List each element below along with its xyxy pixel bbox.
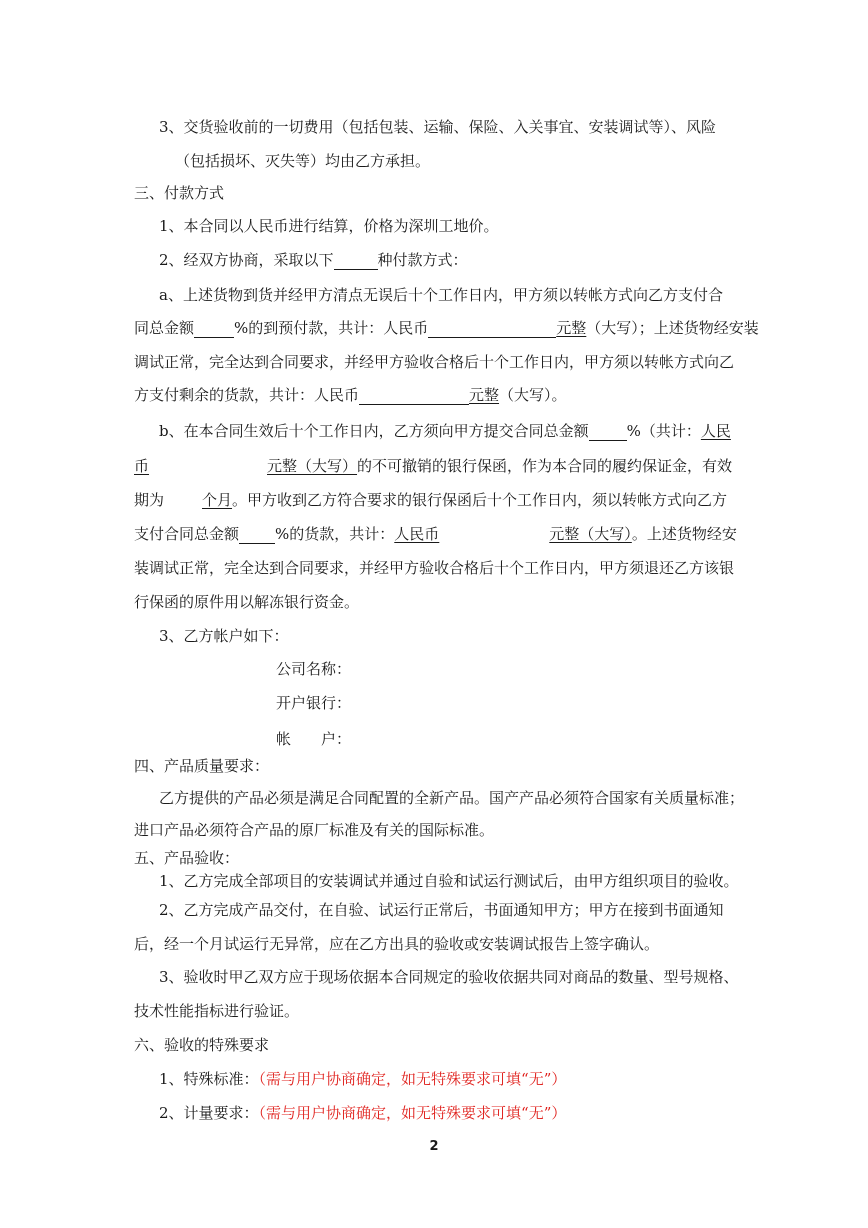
bank-label: 开户银行： bbox=[276, 694, 352, 712]
payment-item-1: 1、本合同以人民币进行结算，价格为深圳工地价。 bbox=[159, 217, 499, 235]
blank-amount bbox=[428, 319, 556, 338]
yuan-label: 元整 bbox=[556, 319, 587, 337]
account-label: 帐 户： bbox=[276, 730, 352, 748]
page-number: 2 bbox=[429, 1139, 439, 1154]
acceptance-item-3-line-2: 技术性能指标进行验证。 bbox=[134, 1002, 300, 1020]
clause-b-text: 。甲方收到乙方符合要求的银行保函后十个工作日内，须以转帐方式向乙方 bbox=[232, 491, 728, 509]
clause-a-line-3: 调试正常，完全达到合同要求，并经甲方验收合格后十个工作日内，甲方须以转帐方式向乙 bbox=[134, 353, 735, 371]
section-3-heading: 三、付款方式 bbox=[134, 184, 225, 202]
clause-b-line-4 bbox=[134, 524, 737, 544]
rmb-bi-text: 币 bbox=[134, 457, 150, 475]
payment-item-2-suffix: 种付款方式： bbox=[377, 251, 468, 269]
clause-a-line-2 bbox=[134, 318, 759, 338]
blank-count bbox=[334, 251, 378, 270]
clause-a-text: 方支付剩余的货款，共计：人民币 bbox=[134, 386, 360, 404]
clause-a-line-4 bbox=[134, 385, 567, 405]
blank-percent bbox=[194, 319, 234, 338]
clause-b-line-2 bbox=[134, 456, 732, 476]
metering-requirement-note: （需与用户协商确定，如无特殊要求可填“无”） bbox=[258, 1104, 567, 1122]
clause-b-line-3 bbox=[134, 490, 727, 510]
special-standard-label: 1、特殊标准： bbox=[159, 1070, 259, 1088]
clause-a-text: 同总金额 bbox=[134, 319, 195, 337]
acceptance-item-3-line-1: 3、验收时甲乙双方应于现场依据本合同规定的验收依据共同对商品的数量、型号规格、 bbox=[159, 968, 739, 986]
quality-line-1: 乙方提供的产品必须是满足合同配置的全新产品。国产产品必须符合国家有关质量标准； bbox=[159, 789, 745, 807]
blank-percent bbox=[589, 422, 627, 441]
rmb-text: 人民币 bbox=[394, 525, 440, 543]
clause-a-suffix: （大写）；上述货物经安装 bbox=[586, 319, 759, 337]
clause-b-line-1 bbox=[159, 421, 731, 441]
yuan-label: 元整 bbox=[469, 386, 500, 404]
months-text: 个月 bbox=[202, 491, 233, 509]
item-3-line-2: （包括损坏、灭失等）均由乙方承担。 bbox=[175, 152, 431, 170]
company-name-label: 公司名称： bbox=[276, 660, 352, 678]
quality-line-2: 进口产品必须符合产品的原厂标准及有关的国际标准。 bbox=[134, 821, 495, 839]
metering-requirement-label: 2、计量要求： bbox=[159, 1104, 259, 1122]
months-blank bbox=[164, 491, 232, 509]
acceptance-item-1: 1、乙方完成全部项目的安装调试并通过自验和试运行测试后，由甲方组织项目的验收。 bbox=[159, 872, 739, 890]
clause-b-text: 。上述货物经安 bbox=[631, 525, 737, 543]
payment-item-2 bbox=[159, 250, 468, 270]
clause-a-percent-text: %的到预付款，共计：人民币 bbox=[234, 319, 429, 337]
clause-b-text: b、在本合同生效后十个工作日内，乙方须向甲方提交合同总金额 bbox=[159, 422, 589, 440]
rmb-label: 人民 bbox=[700, 422, 731, 440]
special-standard-note: （需与用户协商确定，如无特殊要求可填“无”） bbox=[258, 1070, 567, 1088]
yuan-capital-text: 元整（大写） bbox=[267, 457, 358, 475]
section-6-heading: 六、验收的特殊要求 bbox=[134, 1036, 270, 1054]
rmb-bi-label bbox=[134, 457, 357, 475]
clause-b-line-5: 装调试正常，完全达到合同要求，并经甲方验收合格后十个工作日内，甲方须退还乙方该银 bbox=[134, 559, 735, 577]
clause-b-text: 的不可撤销的银行保函，作为本合同的履约保证金，有效 bbox=[357, 457, 733, 475]
clause-b-line-6: 行保函的原件用以解冻银行资金。 bbox=[134, 593, 360, 611]
blank-percent bbox=[239, 525, 275, 544]
metering-requirement-item bbox=[159, 1103, 566, 1123]
clause-b-percent-text: %（共计： bbox=[626, 422, 701, 440]
special-standard-item bbox=[159, 1069, 566, 1089]
clause-a-line-1: a、上述货物到货并经甲方清点无误后十个工作日内，甲方须以转帐方式向乙方支付合 bbox=[159, 286, 723, 304]
item-3-line-1: 3、交货验收前的一切费用（包括包装、运输、保险、入关事宜、安装调试等）、风险 bbox=[159, 118, 717, 136]
section-4-heading: 四、产品质量要求： bbox=[134, 757, 270, 775]
section-5-heading: 五、产品验收： bbox=[134, 849, 240, 867]
clause-b-percent-text: %的货款，共计： bbox=[275, 525, 395, 543]
payment-item-2-text: 2、经双方协商，采取以下 bbox=[159, 251, 334, 269]
clause-b-text: 支付合同总金额 bbox=[134, 525, 240, 543]
blank-amount bbox=[359, 386, 469, 405]
acceptance-item-2-line-2: 后，经一个月试运行无异常，应在乙方出具的验收或安装调试报告上签字确认。 bbox=[134, 935, 660, 953]
clause-a-suffix: （大写）。 bbox=[499, 386, 567, 404]
amount-blank bbox=[394, 525, 632, 543]
account-item: 3、乙方帐户如下： bbox=[159, 627, 289, 645]
acceptance-item-2-line-1: 2、乙方完成产品交付，在自验、试运行正常后，书面通知甲方；甲方在接到书面通知 bbox=[159, 901, 724, 919]
clause-b-text: 期为 bbox=[134, 491, 165, 509]
yuan-capital-text: 元整（大写） bbox=[549, 525, 632, 543]
